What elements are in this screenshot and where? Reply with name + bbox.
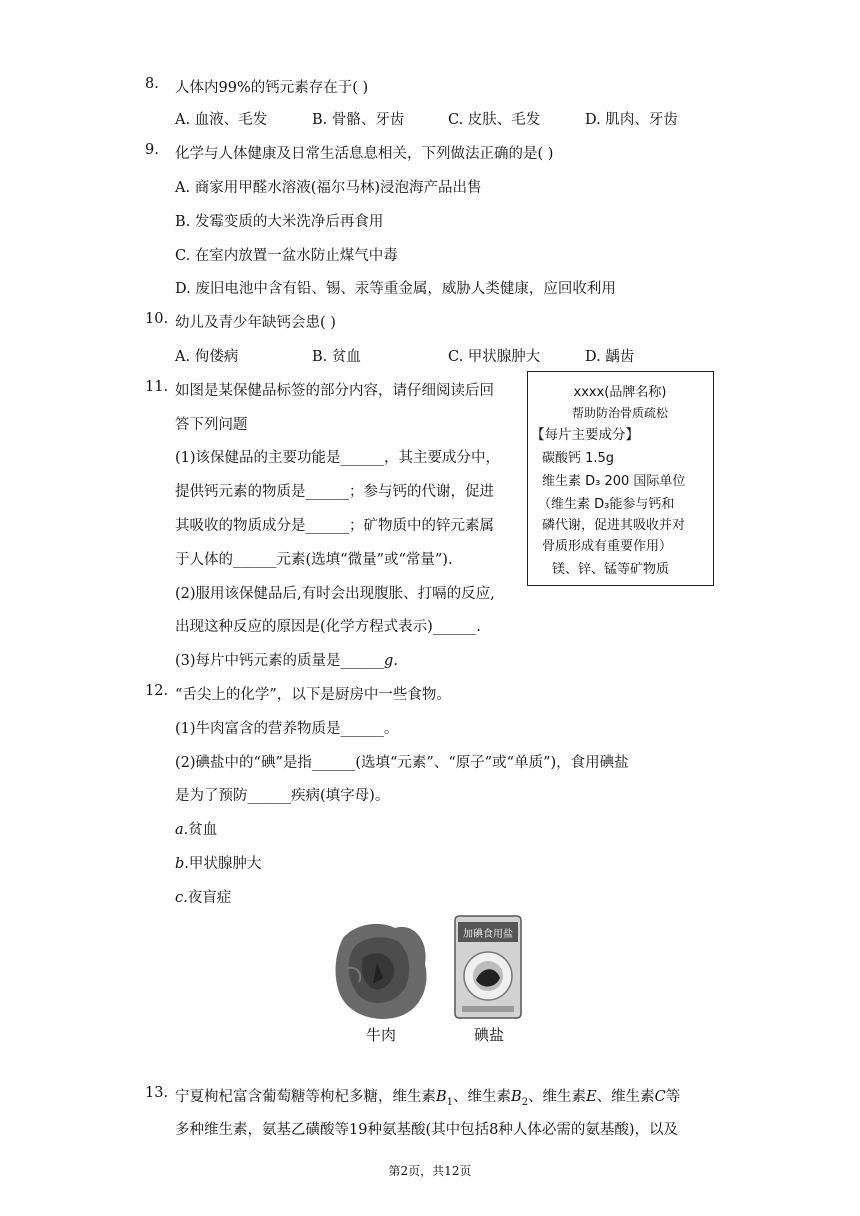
q12-sub-2-line-1: (2)碘盐中的“碘”是指______(选填“元素”、“原子”或“单质”)，食用碘盐 <box>175 755 629 771</box>
question-13-number: 13. <box>145 1085 169 1101</box>
q9-option-a: A. 商家用甲醛水溶液(福尔马林)浸泡海产品出售 <box>175 180 482 196</box>
supplement-label <box>527 371 714 586</box>
q11-line-8: 出现这种反应的原因是(化学方程式表示)______. <box>175 619 481 635</box>
q9-option-b: B. 发霉变质的大米洗净后再食用 <box>175 214 384 230</box>
q10-option-a: A. 佝偻病 <box>175 349 239 365</box>
q12-choice-a: a.贫血 <box>175 822 218 838</box>
q8-option-c: C. 皮肤、毛发 <box>448 112 541 128</box>
q12-sub-2-line-2: 是为了预防______疾病(填字母)。 <box>175 788 390 804</box>
label-ingredient-5: 骨质形成有重要作用） <box>542 539 673 554</box>
question-10-stem: 幼儿及青少年缺钙会患( ) <box>175 315 336 331</box>
question-8-number: 8. <box>145 76 159 92</box>
question-10-number: 10. <box>145 311 169 327</box>
q11-line-6: 于人体的______元素(选填“微量”或“常量”). <box>175 552 453 568</box>
label-function: 帮助防治骨质疏松 <box>571 406 668 420</box>
label-heading: 【每片主要成分】 <box>531 427 639 443</box>
q11-line-7: (2)服用该保健品后,有时会出现腹胀、打嗝的反应, <box>175 586 495 602</box>
page-footer: 第2页，共12页 <box>388 1164 472 1178</box>
question-8-stem: 人体内99%的钙元素存在于( ) <box>175 80 369 96</box>
q11-line-5: 其吸收的物质成分是______；矿物质中的锌元素属 <box>175 518 494 534</box>
iodized-salt-image <box>452 912 524 1022</box>
q10-option-d: D. 龋齿 <box>585 349 635 365</box>
q10-option-b: B. 贫血 <box>312 349 361 365</box>
q11-line-3: (1)该保健品的主要功能是______，其主要成分中， <box>175 450 501 466</box>
question-12-stem: “舌尖上的化学”，以下是厨房中一些食物。 <box>175 687 451 703</box>
label-ingredient-6: 镁、锌、锰等矿物质 <box>552 562 670 577</box>
q8-option-d: D. 肌肉、牙齿 <box>585 112 678 128</box>
beef-caption: 牛肉 <box>366 1026 397 1044</box>
label-ingredient-2: 维生素 D₃ 200 国际单位 <box>542 474 686 489</box>
q12-sub-1: (1)牛肉富含的营养物质是______。 <box>175 721 399 737</box>
q11-line-9: (3)每片中钙元素的质量是______g. <box>175 653 398 669</box>
question-12-number: 12. <box>145 683 169 699</box>
q8-option-a: A. 血液、毛发 <box>175 112 268 128</box>
label-ingredient-3: （维生素 D₃能参与钙和 <box>538 497 675 512</box>
q9-option-c: C. 在室内放置一盆水防止煤气中毒 <box>175 248 398 264</box>
q12-choice-c: c.夜盲症 <box>175 890 232 906</box>
salt-caption: 碘盐 <box>474 1026 505 1044</box>
q11-line-1: 如图是某保健品标签的部分内容，请仔细阅读后回 <box>175 383 494 399</box>
beef-image <box>333 918 433 1022</box>
q11-line-2: 答下列问题 <box>175 417 248 433</box>
salt-pack-text: 加碘食用盐 <box>463 929 513 940</box>
question-9-stem: 化学与人体健康及日常生活息息相关，下列做法正确的是( ) <box>175 146 554 162</box>
question-9-number: 9. <box>145 142 159 158</box>
q9-option-d: D. 废旧电池中含有铅、锡、汞等重金属，威胁人类健康，应回收利用 <box>175 281 616 297</box>
label-brand: xxxx(品牌名称) <box>573 385 667 400</box>
question-11-number: 11. <box>145 379 169 395</box>
label-ingredient-1: 碳酸钙 1.5g <box>542 451 615 466</box>
q8-option-b: B. 骨骼、牙齿 <box>312 112 405 128</box>
q13-line-1: 宁夏枸杞富含葡萄糖等枸杞多糖，维生素$B_1$、维生素$B_2$、维生素E、维生素C等 <box>175 1089 681 1108</box>
q11-line-4: 提供钙元素的物质是______；参与钙的代谢，促进 <box>175 484 494 500</box>
label-ingredient-4: 磷代谢，促进其吸收并对 <box>542 518 686 533</box>
q10-option-c: C. 甲状腺肿大 <box>448 349 541 365</box>
q12-choice-b: b.甲状腺肿大 <box>175 856 262 872</box>
q13-line-2: 多种维生素，氨基乙磺酸等19种氨基酸(其中包括8种人体必需的氨基酸)，以及 <box>175 1122 678 1138</box>
